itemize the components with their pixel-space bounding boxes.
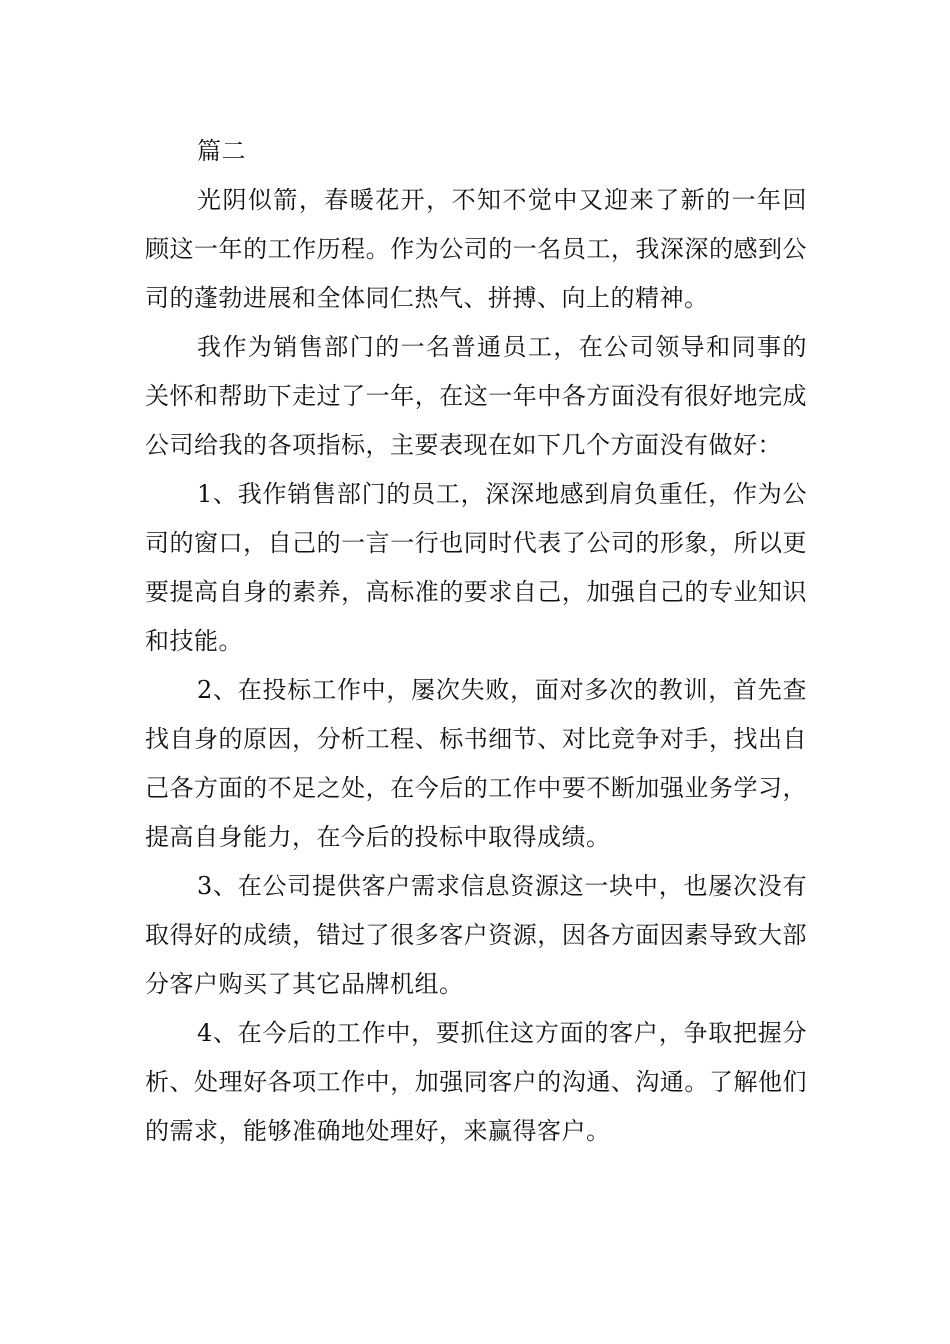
paragraph-point-2: 2、在投标工作中，屡次失败，面对多次的教训，首先查找自身的原因，分析工程、标书细节、对比竞争对手，找出自己各方面的不足之处，在今后的工作中要不断加强业务学习，提高自身能力，在今后的投标中取得成绩。 bbox=[145, 676, 807, 851]
section-heading: 篇二 bbox=[197, 137, 246, 165]
paragraph-point-1: 1、我作销售部门的员工，深深地感到肩负重任，作为公司的窗口，自己的一言一行也同时代表了公司的形象，所以更要提高自身的素养，高标准的要求自己，加强自己的专业知识和技能。 bbox=[145, 480, 807, 655]
document-body bbox=[145, 127, 807, 1156]
paragraph-point-3: 3、在公司提供客户需求信息资源这一块中，也屡次没有取得好的成绩，错过了很多客户资源，因各方面因素导致大部分客户购买了其它品牌机组。 bbox=[145, 872, 807, 998]
paragraph-point-4: 4、在今后的工作中，要抓住这方面的客户，争取把握分析、处理好各项工作中，加强同客户的沟通、沟通。了解他们的需求，能够准确地处理好，来赢得客户。 bbox=[145, 1019, 807, 1145]
paragraph-self-assessment: 我作为销售部门的一名普通员工，在公司领导和同事的关怀和帮助下走过了一年，在这一年中各方面没有很好地完成公司给我的各项指标，主要表现在如下几个方面没有做好： bbox=[145, 333, 807, 459]
paragraph-intro: 光阴似箭，春暖花开，不知不觉中又迎来了新的一年回顾这一年的工作历程。作为公司的一名员工，我深深的感到公司的蓬勃进展和全体同仁热气、拼搏、向上的精神。 bbox=[145, 186, 807, 312]
